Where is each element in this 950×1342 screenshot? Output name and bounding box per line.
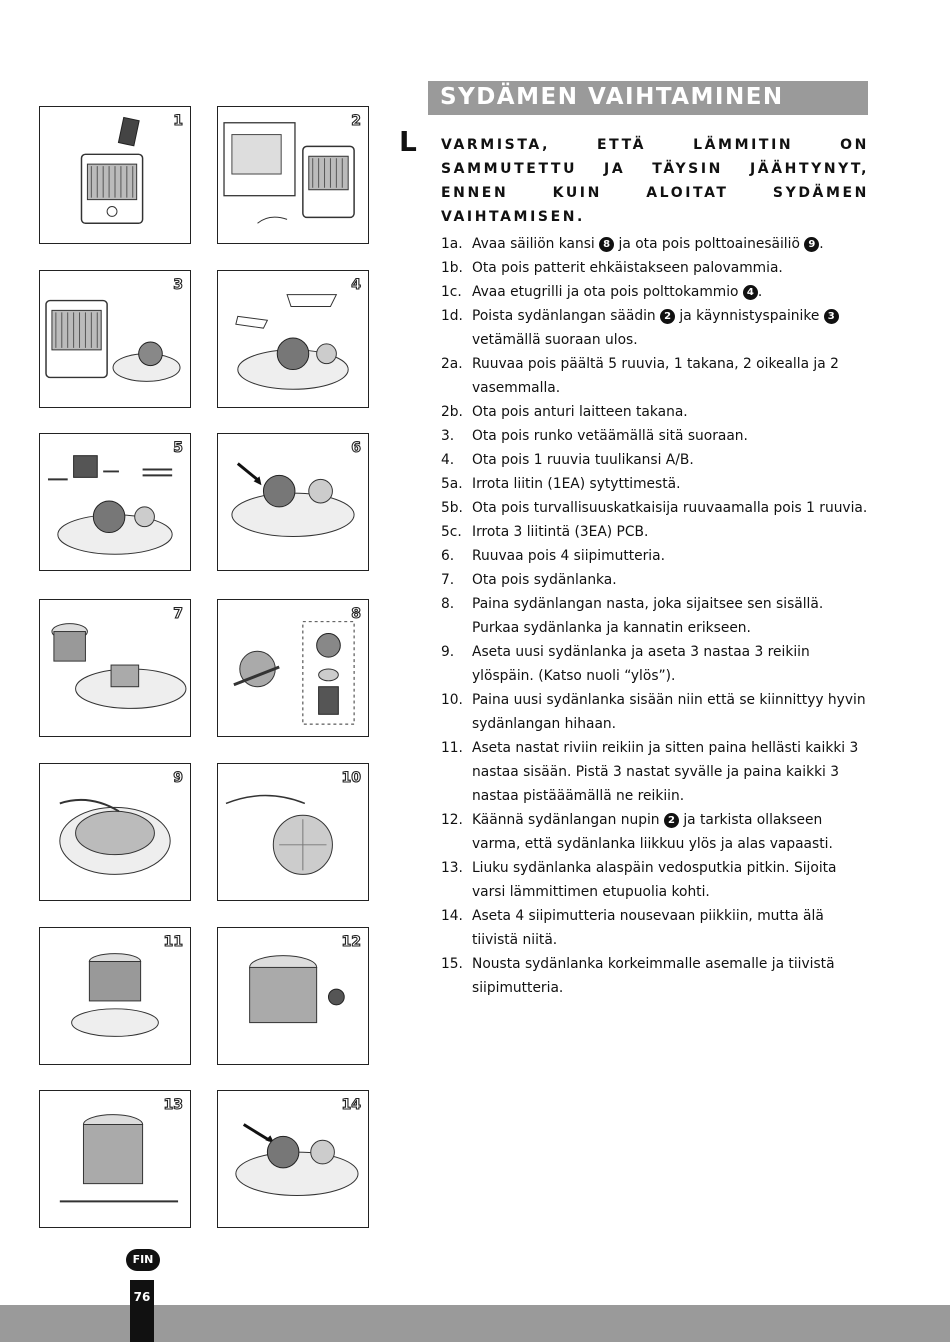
section-title: SYDÄMEN VAIHTAMINEN — [440, 84, 784, 110]
part-number-badge: 9 — [804, 237, 819, 252]
step-number: 13. — [441, 860, 463, 876]
figure-number: 13 — [163, 1097, 183, 1113]
step-text: Aseta uusi sydänlanka ja aseta 3 nastaa 3 reikiin ylöspäin. (Katso nuoli “ylös”). — [472, 644, 810, 684]
figure-3 — [39, 270, 191, 408]
step-text: Ruuvaa pois päältä 5 ruuvia, 1 takana, 2 oikealla ja 2 vasemmalla. — [472, 356, 839, 396]
figure-number: 10 — [341, 770, 361, 786]
step-number: 1a. — [441, 236, 463, 252]
part-number-badge: 3 — [824, 309, 839, 324]
figure-14 — [217, 1090, 369, 1228]
step-item — [441, 808, 869, 856]
figure-number: 7 — [173, 606, 183, 622]
page-number: 76 — [133, 1290, 151, 1304]
step-text: Ota pois sydänlanka. — [472, 572, 617, 588]
part-number-badge: 8 — [599, 237, 614, 252]
step-item — [441, 568, 869, 592]
step-text-part: Poista sydänlangan säädin — [472, 308, 661, 324]
step-number: 3. — [441, 428, 455, 444]
figure-number: 9 — [173, 770, 183, 786]
step-number: 2a. — [441, 356, 463, 372]
figure-8 — [217, 599, 369, 737]
figure-7 — [39, 599, 191, 737]
wind-cover-illustration — [218, 271, 368, 407]
step-text: Aseta nastat riviin reikiin ja sitten paina hellästi kaikki 3 nastaa sisään. Pistä 3 nastat syvälle ja paina kaikki 3 nastaa pistääämällä ne reikiin. — [472, 740, 859, 804]
figure-6 — [217, 433, 369, 571]
step-text-part: Käännä sydänlangan nupin — [472, 812, 664, 828]
step-item — [441, 424, 869, 448]
step-item — [441, 304, 869, 352]
figure-number: 14 — [341, 1097, 361, 1113]
step-text — [472, 808, 869, 856]
step-item — [441, 472, 869, 496]
figure-number: 5 — [173, 440, 183, 456]
step-text-part: Avaa säiliön kansi — [472, 236, 600, 252]
figure-5 — [39, 433, 191, 571]
step-number: 12. — [441, 812, 463, 828]
step-text — [472, 232, 869, 256]
steps-list — [441, 232, 869, 1000]
figure-number: 11 — [163, 934, 183, 950]
step-number: 15. — [441, 956, 463, 972]
step-text-part: ja ota pois polttoainesäiliö — [614, 236, 805, 252]
section-letter: L — [399, 125, 417, 158]
heater-disassembly-illustration — [40, 271, 190, 407]
wick-holder-illustration — [218, 600, 368, 736]
step-item — [441, 544, 869, 568]
step-text: Paina uusi sydänlanka sisään niin että se kiinnittyy hyvin sydänlangan hihaan. — [472, 692, 866, 732]
figure-4 — [217, 270, 369, 408]
heater-detail-illustration — [218, 107, 368, 243]
figure-1 — [39, 106, 191, 244]
step-item — [441, 256, 869, 280]
language-badge: FIN — [126, 1249, 160, 1271]
step-text: Ruuvaa pois 4 siipimutteria. — [472, 548, 665, 564]
figure-number: 4 — [351, 277, 361, 293]
step-number: 2b. — [441, 404, 463, 420]
page-number-tab — [130, 1280, 154, 1342]
step-number: 6. — [441, 548, 455, 564]
step-item — [441, 520, 869, 544]
figure-10 — [217, 763, 369, 901]
step-text: Irrota 3 liitintä (3EA) PCB. — [472, 524, 649, 540]
step-item — [441, 232, 869, 256]
step-number: 1c. — [441, 284, 462, 300]
step-item — [441, 856, 869, 904]
figure-12 — [217, 927, 369, 1065]
step-text: Ota pois turvallisuuskatkaisija ruuvaamalla pois 1 ruuvia. — [472, 500, 868, 516]
step-number: 5a. — [441, 476, 463, 492]
step-number: 9. — [441, 644, 455, 660]
step-item — [441, 904, 869, 952]
figure-number: 1 — [173, 113, 183, 129]
figure-number: 12 — [341, 934, 361, 950]
step-text: Ota pois anturi laitteen takana. — [472, 404, 688, 420]
step-text: Aseta 4 siipimutteria nousevaan piikkiin, mutta älä tiivistä niitä. — [472, 908, 824, 948]
part-number-badge: 2 — [660, 309, 675, 324]
step-item — [441, 352, 869, 400]
step-text: Ota pois patterit ehkäistakseen palovammia. — [472, 260, 783, 276]
step-number: 8. — [441, 596, 455, 612]
step-text-part: ja käynnistyspainike — [675, 308, 824, 324]
part-number-badge: 2 — [664, 813, 679, 828]
step-item — [441, 952, 869, 1000]
connector-illustration — [40, 434, 190, 570]
step-text: Ota pois 1 ruuvia tuulikansi A/B. — [472, 452, 694, 468]
step-number: 1b. — [441, 260, 463, 276]
step-text — [472, 304, 869, 352]
step-number: 11. — [441, 740, 463, 756]
step-text-part: Avaa etugrilli ja ota pois polttokammio — [472, 284, 743, 300]
step-number: 5c. — [441, 524, 462, 540]
figure-number: 2 — [351, 113, 361, 129]
step-item — [441, 640, 869, 688]
warning-text: VARMISTA, ETTÄ LÄMMITIN ON SAMMUTETTU JA TÄYSIN JÄÄHTYNYT, ENNEN KUIN ALOITAT SYDÄMEN VAIHTAMISEN. — [441, 137, 869, 225]
step-text: Liuku sydänlanka alaspäin vedosputkia pitkin. Sijoita varsi lämmittimen etupuolia kohti. — [472, 860, 837, 900]
step-text — [472, 280, 869, 304]
step-number: 10. — [441, 692, 463, 708]
figure-11 — [39, 927, 191, 1065]
step-text: Irrota liitin (1EA) sytyttimestä. — [472, 476, 681, 492]
heater-illustration — [40, 107, 190, 243]
figure-13 — [39, 1090, 191, 1228]
section-title-bar — [428, 81, 868, 115]
step-text: Nousta sydänlanka korkeimmalle asemalle ja tiivistä siipimutteria. — [472, 956, 835, 996]
figure-number: 6 — [351, 440, 361, 456]
step-number: 1d. — [441, 308, 463, 324]
wick-removal-illustration — [40, 600, 190, 736]
step-text-part: ja tarkista ollakseen varma, että sydänlanka liikkuu ylös ja alas vapaasti. — [472, 812, 833, 852]
wick-insert-illustration — [40, 764, 190, 900]
step-number: 14. — [441, 908, 463, 924]
step-item — [441, 736, 869, 808]
step-text-part: . — [819, 236, 824, 252]
figure-number: 8 — [351, 606, 361, 622]
step-text-part: . — [757, 284, 763, 300]
figure-2 — [217, 106, 369, 244]
step-item — [441, 688, 869, 736]
part-number-badge: 4 — [743, 285, 758, 300]
step-text: Ota pois runko vetäämällä sitä suoraan. — [472, 428, 748, 444]
step-text: Paina sydänlangan nasta, joka sijaitsee sen sisällä. Purkaa sydänlanka ja kannatin erikseen. — [472, 596, 824, 636]
figure-number: 3 — [173, 277, 183, 293]
figure-9 — [39, 763, 191, 901]
step-number: 7. — [441, 572, 455, 588]
step-item — [441, 496, 869, 520]
step-item — [441, 400, 869, 424]
wing-nut-illustration — [218, 434, 368, 570]
step-item — [441, 280, 869, 304]
step-number: 5b. — [441, 500, 463, 516]
step-item — [441, 592, 869, 640]
step-number: 4. — [441, 452, 455, 468]
step-item — [441, 448, 869, 472]
step-text-part: vetämällä suoraan ulos. — [472, 332, 638, 348]
